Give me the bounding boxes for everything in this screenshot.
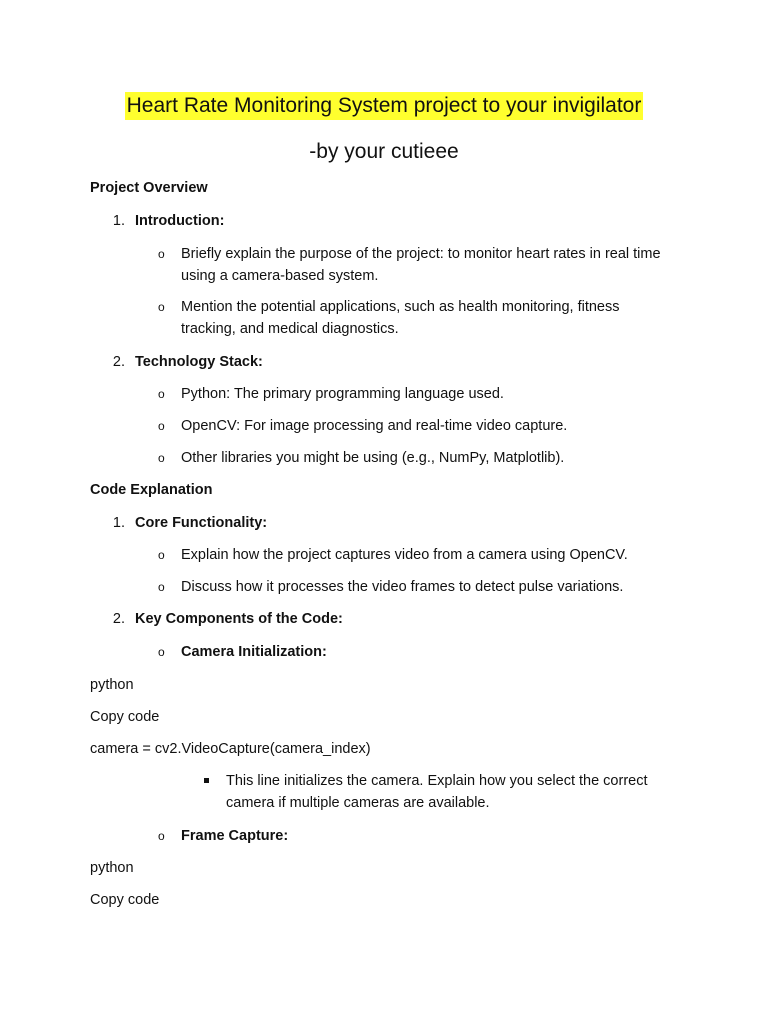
list-item: OpenCV: For image processing and real-time video capture. — [181, 418, 568, 434]
code-line: camera = cv2.VideoCapture(camera_index) — [90, 741, 371, 757]
bullet-hollow-icon: o — [158, 247, 165, 261]
copy-code-link[interactable]: Copy code — [90, 892, 160, 908]
list-item: Briefly explain the purpose of the project: to monitor heart rates in real time using a camera-based system. — [181, 246, 661, 284]
list-item: Other libraries you might be using (e.g., NumPy, Matplotlib). — [181, 450, 565, 466]
bullet-hollow-icon: o — [158, 300, 165, 314]
list-item: Python: The primary programming language used. — [181, 386, 504, 402]
title-container — [0, 92, 768, 120]
list-item: This line initializes the camera. Explain how you select the correct camera if multiple cameras are available. — [226, 773, 648, 811]
intro-label: Introduction: — [135, 213, 225, 229]
bullet-hollow-icon: o — [158, 451, 165, 465]
list-item: Explain how the project captures video from a camera using OpenCV. — [181, 547, 628, 563]
bullet-hollow-icon: o — [158, 548, 165, 562]
list-item: Mention the potential applications, such as health monitoring, fitness tracking, and medical diagnostics. — [181, 299, 620, 337]
camera-init-label: Camera Initialization: — [181, 644, 327, 660]
bullet-hollow-icon: o — [158, 645, 165, 659]
core-functionality-label: Core Functionality: — [135, 515, 268, 531]
bullet-hollow-icon: o — [158, 829, 165, 843]
code-language-label: python — [90, 860, 134, 876]
bullet-hollow-icon: o — [158, 387, 165, 401]
list-number: 2. — [112, 611, 125, 627]
list-number: 2. — [112, 354, 125, 370]
section-heading-code: Code Explanation — [90, 482, 213, 498]
key-components-label: Key Components of the Code: — [135, 611, 343, 627]
list-number: 1. — [112, 213, 125, 229]
bullet-hollow-icon: o — [158, 580, 165, 594]
page-subtitle: -by your cutieee — [309, 140, 459, 163]
bullet-hollow-icon: o — [158, 419, 165, 433]
tech-stack-label: Technology Stack: — [135, 354, 263, 370]
code-language-label: python — [90, 677, 134, 693]
list-number: 1. — [112, 515, 125, 531]
bullet-square-icon — [204, 778, 209, 783]
page-title: Heart Rate Monitoring System project to your invigilator — [125, 92, 644, 120]
copy-code-link[interactable]: Copy code — [90, 709, 160, 725]
list-item: Discuss how it processes the video frames to detect pulse variations. — [181, 579, 624, 595]
frame-capture-label: Frame Capture: — [181, 828, 289, 844]
section-heading-overview: Project Overview — [90, 180, 208, 196]
